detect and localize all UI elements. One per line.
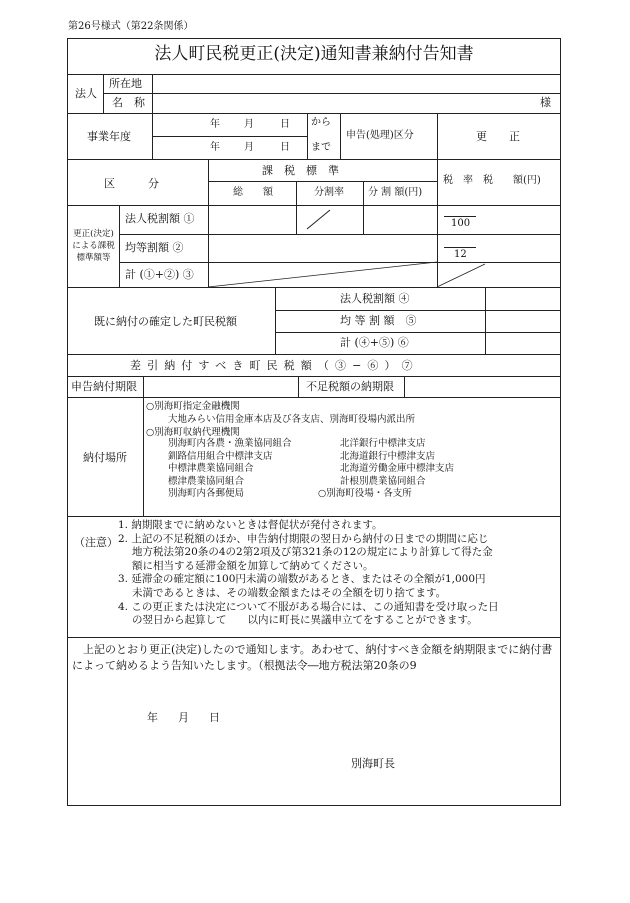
to-day: 日 [280,142,290,153]
list-item: 北海道銀行中標津支店 [340,450,436,462]
fraction-bar [444,247,476,248]
rate1-value: 100 [451,218,471,229]
rate-amount-header: 税 率 税 額(円) [443,175,541,186]
notice-month: 月 [178,711,189,724]
agents-header: ○別海町収納代理機関 [146,427,240,438]
corrected-group-line: 更正(決定) [73,229,114,239]
signer: 別海町長 [351,757,395,770]
designated-header: ○別海町指定金融機関 [146,401,240,412]
note-line: 3. 延滞金の確定額に100円未満の端数があるとき、またはその全額が1,000円 [118,573,486,586]
list-item: 中標津農業協同組合 [168,463,254,475]
taxbase-header: 課 税 標 準 [262,164,339,177]
note-line: 額に相当する延滞金額を加算して納めてください。 [132,559,374,572]
list-item: 別海町内各郵便局 [168,488,245,500]
honorific: 様 [540,96,551,109]
note-line: 未満であるときは、その端数金額またはその全額を切り捨てます。 [132,586,447,599]
to-word: まで [311,142,331,153]
list-item: 北洋銀行中標津支店 [340,438,426,449]
agents-right-list [318,438,455,501]
from-year: 年 [210,119,220,130]
row3-label: 計 (①+②) ③ [125,268,194,281]
notes-label: （注意） [74,536,118,549]
address-label: 所在地 [109,77,142,90]
bunkatsugaku-header: 分 割 額(円) [368,187,423,198]
notice-text: 上記のとおり更正(決定)したので通知します。あわせて、納付すべき金額を納期限までに納付書によって納めるよう告知いたします。（根拠法令―地方税法第20条の9 [72,643,553,672]
bunkatsu-header: 分割率 [314,187,344,198]
name-label: 名 称 [112,96,145,109]
list-item: 別海町内各農・漁業協同組合 [168,438,292,449]
corp-label: 法人 [75,87,97,100]
row5-label: 均 等 割 額 ⑤ [340,314,417,327]
row4-label: 法人税割額 ④ [340,292,410,305]
corrected-group-line: 標準額等 [76,253,111,263]
note-line: 4. この更正または決定について不服がある場合には、この通知書を受け取った日 [118,600,499,613]
note-line: 2. 上記の不足税額のほか、申告納付期限の翌日から納付の日までの期間に応じ [118,532,489,545]
form-number: 第26号様式（第22条関係） [68,21,194,32]
paid-label: 既に納付の確定した町民税額 [94,315,237,328]
payment-place-label: 納付場所 [83,451,127,464]
note-line: 地方税法第20条の4の2第2項及び第321条の12の規定により計算して得た金 [132,546,493,559]
agents-left-list [168,438,292,501]
notes-list [118,519,499,628]
note-line: の翌日から起算して 以内に町長に異議申立てをすることができます。 [132,614,478,627]
list-item: 計根別農業協同組合 [340,475,426,487]
rate2-value: 12 [454,249,467,260]
sogaku-header: 総 額 [233,187,273,198]
from-day: 日 [280,119,290,130]
to-month: 月 [244,142,254,153]
list-item: 標津農業協同組合 [168,475,245,487]
kubun-value: 更 正 [476,130,520,143]
kubun-header: 区 分 [104,177,159,190]
list-item: 釧路信用組合中標津支店 [168,450,273,462]
period-label: 事業年度 [87,130,131,143]
from-word: から [311,117,331,128]
row2-label: 均等割額 ② [125,241,184,254]
notice-day: 日 [209,711,220,724]
designated-body: 大地みらい信用金庫本店及び各支店、別海町役場内派出所 [168,414,416,425]
to-year: 年 [210,142,220,153]
kubun-label: 申告(処理)区分 [346,130,414,141]
row1-label: 法人税割額 ① [125,212,195,225]
corrected-group-line: による課税 [72,241,115,251]
form-title: 法人町民税更正(決定)通知書兼納付告知書 [154,44,474,64]
corrected-group-label [68,228,119,264]
list-item: 北海道労働金庫中標津支店 [340,463,455,475]
filing-deadline-label: 申告納付期限 [71,380,137,393]
difference-label: 差引納付すべき町民税額（③−⑥）⑦ [130,359,419,372]
shortage-deadline-label: 不足税額の納期限 [306,380,394,393]
list-item: ○別海町役場・各支所 [318,488,412,500]
notice-year: 年 [147,711,158,724]
fraction-bar [444,216,476,217]
note-line: 1. 納期限までに納めないときは督促状が発付されます。 [118,519,383,531]
from-month: 月 [244,119,254,130]
row6-label: 計 (④+⑤) ⑥ [340,336,409,349]
